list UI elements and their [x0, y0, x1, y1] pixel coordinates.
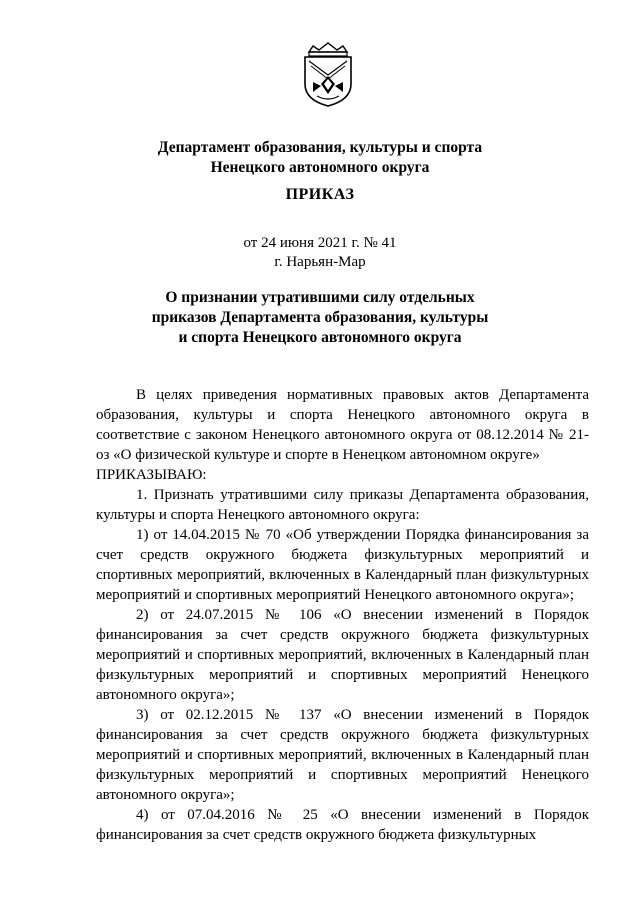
department-line-1: Департамент образования, культуры и спорта	[157, 139, 483, 156]
order-date-number: от 24 июня 2021 г. № 41	[243, 235, 397, 251]
order-subject	[0, 288, 640, 348]
order-body	[96, 385, 589, 845]
list-item: 2) от 24.07.2015 № 106 «О внесении изменений в Порядок финансирования за счет средств окружного бюджета физкультурных мероприятий и спортивных мероприятий, включенных в Календарный план физкультурных мероприятий и спортивных мероприятий Ненецкого автономного округа»;	[96, 607, 589, 703]
nenets-coat-of-arms-icon	[299, 42, 357, 108]
subject-line-2: приказов Департамента образования, культуры	[151, 309, 489, 326]
preamble-paragraph: В целях приведения нормативных правовых актов Департамента образования, культуры и спорта Ненецкого автономного округа в соответствие с законом Ненецкого автономного округа от 08.12.2014 № 21-оз «О физической культуре и спорте в Ненецком автономном округе»	[96, 387, 589, 463]
order-date-block	[0, 234, 640, 272]
subject-line-1: О признании утратившими силу отдельных	[165, 289, 475, 306]
subject-line-3: и спорта Ненецкого автономного округа	[178, 329, 462, 346]
point-1-paragraph: 1. Признать утратившими силу приказы Департамента образования, культуры и спорта Ненецкого автономного округа:	[96, 487, 589, 523]
order-city: г. Нарьян-Мар	[274, 254, 366, 270]
list-item: 3) от 02.12.2015 № 137 «О внесении изменений в Порядок финансирования за счет средств окружного бюджета физкультурных мероприятий и спортивных мероприятий, включенных в Календарный план физкультурных мероприятий и спортивных мероприятий Ненецкого автономного округа»;	[96, 707, 589, 803]
department-name	[0, 138, 640, 178]
department-line-2: Ненецкого автономного округа	[210, 159, 430, 176]
list-item: 1) от 14.04.2015 № 70 «Об утверждении Порядка финансирования за счет средств окружного бюджета физкультурных мероприятий и спортивных мероприятий, включенных в Календарный план физкультурных мероприятий и спортивных мероприятий Ненецкого автономного округа»;	[96, 527, 589, 603]
order-directive: ПРИКАЗЫВАЮ:	[96, 467, 207, 483]
order-title: ПРИКАЗ	[285, 186, 355, 203]
list-item: 4) от 07.04.2016 № 25 «О внесении изменений в Порядок финансирования за счет средств окружного бюджета физкультурных	[96, 807, 589, 843]
